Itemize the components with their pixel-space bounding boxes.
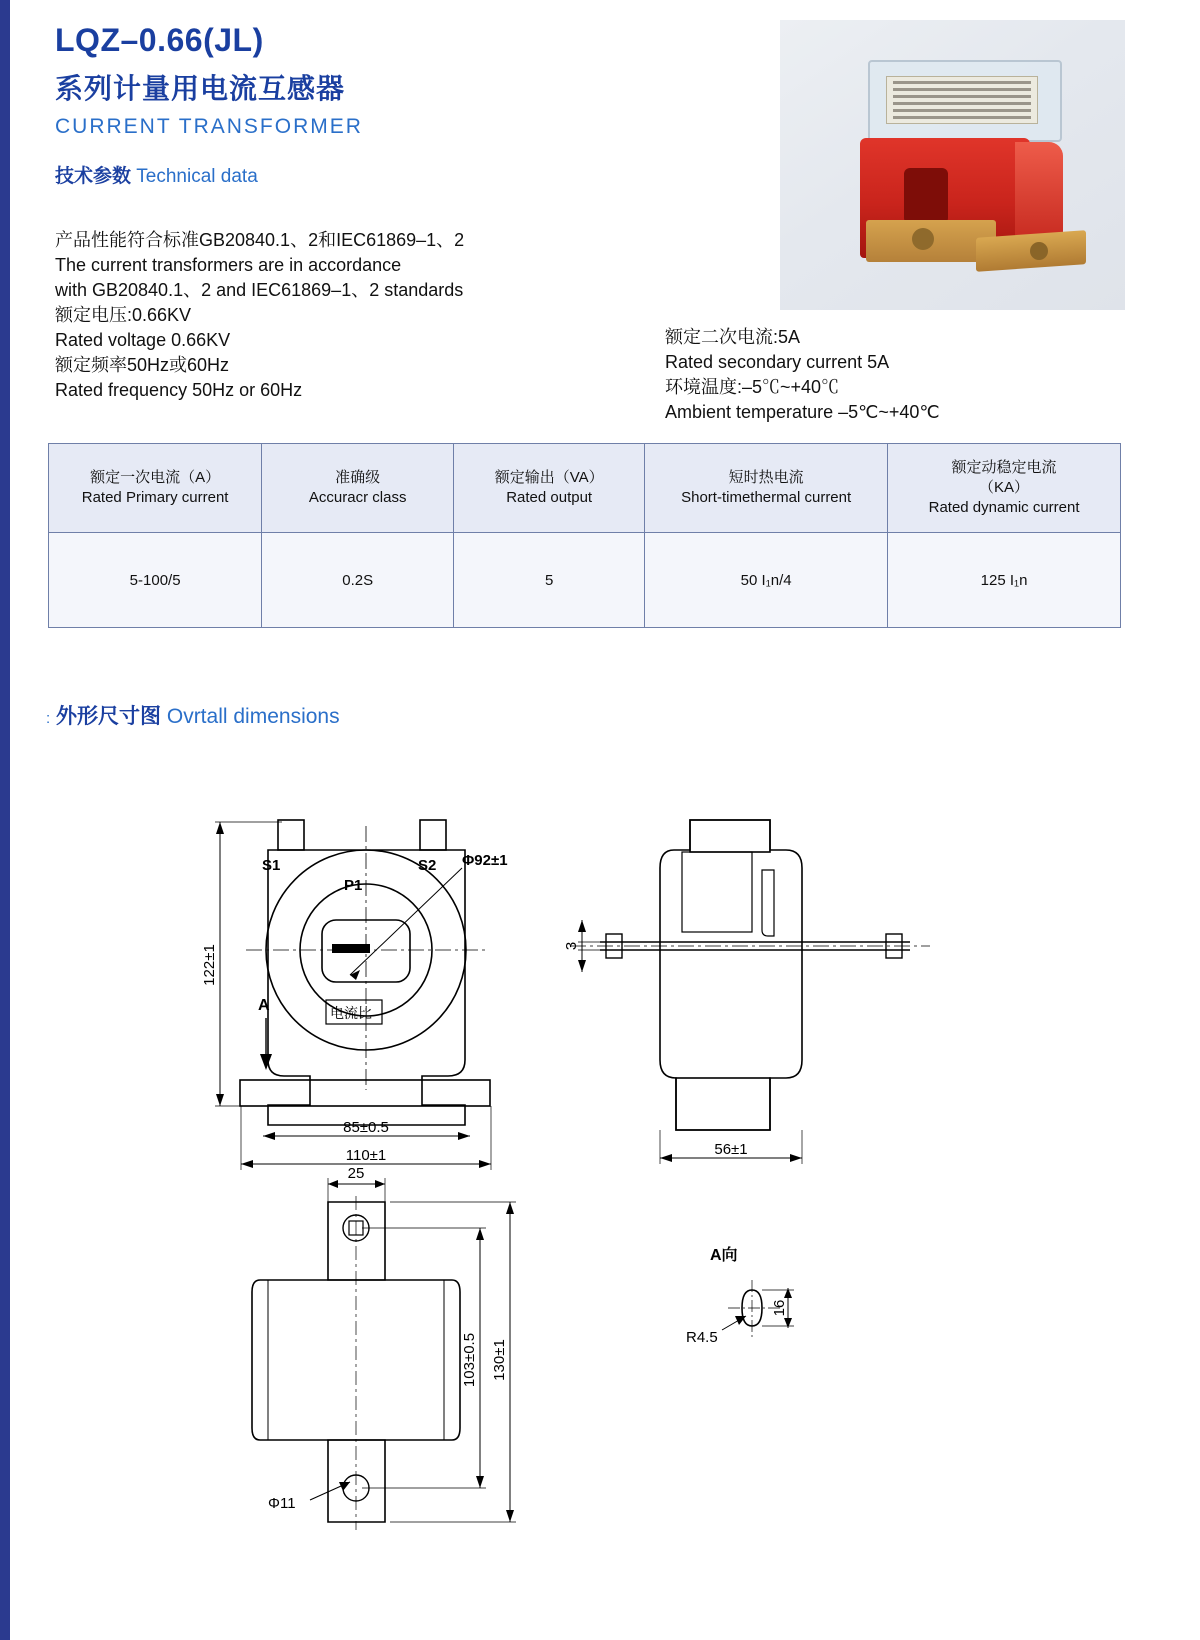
header-en: Rated output	[506, 489, 593, 506]
header-en: Accuracr class	[308, 489, 407, 506]
drawing-front-view	[201, 820, 508, 1170]
dimensions-heading-cn: 外形尺寸图	[56, 705, 162, 728]
header-en: Short-timethermal current	[681, 489, 852, 506]
spec-line: Rated voltage 0.66KV	[55, 330, 231, 350]
table-header-cell	[49, 444, 262, 533]
dimensions-heading-en: Ovrtall dimensions	[166, 705, 340, 728]
spec-line: Rated secondary current 5A	[665, 352, 890, 372]
spec-line: Rated frequency 50Hz or 60Hz	[55, 380, 303, 400]
spec-line: 产品性能符合标准GB20840.1、2和IEC61869–1、2	[55, 230, 465, 250]
label-base-inner: 85±0.5	[343, 1119, 389, 1136]
drawing-top-view	[252, 1165, 516, 1530]
label-thickness-3: 3	[563, 941, 580, 951]
parameters-table	[48, 443, 1121, 628]
technical-data-en: Technical data	[136, 166, 258, 187]
technical-data-cn: 技术参数	[55, 166, 132, 187]
technical-data-heading	[55, 161, 735, 188]
label-view-a: A	[258, 997, 270, 1014]
spec-line: 环境温度:–5℃~+40℃	[665, 377, 840, 397]
product-model: LQZ–0.66(JL)	[55, 22, 264, 58]
transformer-nameplate	[886, 76, 1038, 124]
drawing-detail-a	[686, 1245, 794, 1346]
drawing-side-view	[563, 820, 930, 1164]
transformer-bolt	[1030, 242, 1048, 260]
header-cn2: （KA）	[979, 479, 1030, 496]
spec-list-left	[55, 228, 615, 403]
transformer-window	[904, 168, 948, 224]
spec-line: The current transformers are in accordance	[55, 255, 402, 275]
product-series-cn: 系列计量用电流互感器	[55, 73, 346, 104]
table-header-cell	[888, 444, 1121, 533]
transformer-bolt	[912, 228, 934, 250]
label-p1: P1	[344, 877, 363, 894]
spec-list-right	[665, 325, 1125, 425]
label-radius-r45: R4.5	[686, 1329, 718, 1346]
header-cn: 额定一次电流（A）	[90, 469, 221, 486]
dimension-drawings	[10, 760, 1200, 1620]
header-cn: 额定动稳定电流	[951, 459, 1057, 476]
label-base-outer: 110±1	[345, 1147, 387, 1164]
product-series-en: CURRENT TRANSFORMER	[55, 115, 363, 138]
label-s1: S1	[262, 857, 281, 874]
spec-line: with GB20840.1、2 and IEC61869–1、2 standards	[55, 280, 464, 300]
header-cn: 短时热电流	[728, 469, 804, 486]
spec-line: 额定电压:0.66KV	[55, 305, 192, 325]
label-tab-width-25: 25	[347, 1165, 365, 1182]
header-cn: 准确级	[335, 469, 381, 486]
title-block	[55, 22, 735, 188]
label-width-56: 56±1	[714, 1141, 748, 1158]
label-detail-height-16: 16	[771, 1299, 788, 1317]
table-header-cell	[454, 444, 645, 533]
label-ratio-box: 电流比	[330, 1005, 372, 1021]
product-photo	[780, 20, 1125, 310]
table-cell-primary-current: 5-100/5	[49, 533, 262, 628]
header-en: Rated Primary current	[81, 489, 229, 506]
header-cn: 额定输出（VA）	[494, 469, 604, 486]
dimensions-marker: :	[46, 710, 51, 727]
label-height-122: 122±1	[201, 944, 218, 986]
table-header-cell	[262, 444, 454, 533]
label-inner-height-103: 103±0.5	[461, 1332, 478, 1388]
table-header-row	[49, 444, 1121, 533]
page-inner	[10, 0, 1200, 1640]
dimensions-heading	[46, 700, 340, 730]
label-detail-a-title: A向	[710, 1247, 738, 1264]
spec-line: Ambient temperature –5℃~+40℃	[665, 402, 940, 422]
table-header-cell	[645, 444, 888, 533]
table-row	[49, 533, 1121, 628]
label-hole-phi11: Φ11	[268, 1495, 296, 1512]
spec-line: 额定频率50Hz或60Hz	[55, 355, 230, 375]
spec-line: 额定二次电流:5A	[665, 327, 801, 347]
label-outer-height-130: 130±1	[491, 1339, 508, 1381]
table-cell-accuracy-class: 0.2S	[262, 533, 454, 628]
table-cell-thermal-current: 50 I₁n/4	[645, 533, 888, 628]
label-s2: S2	[418, 857, 437, 874]
table-cell-dynamic-current: 125 I₁n	[888, 533, 1121, 628]
table-cell-rated-output: 5	[454, 533, 645, 628]
header-en: Rated dynamic current	[928, 499, 1080, 516]
label-phi92: Φ92±1	[462, 852, 508, 869]
